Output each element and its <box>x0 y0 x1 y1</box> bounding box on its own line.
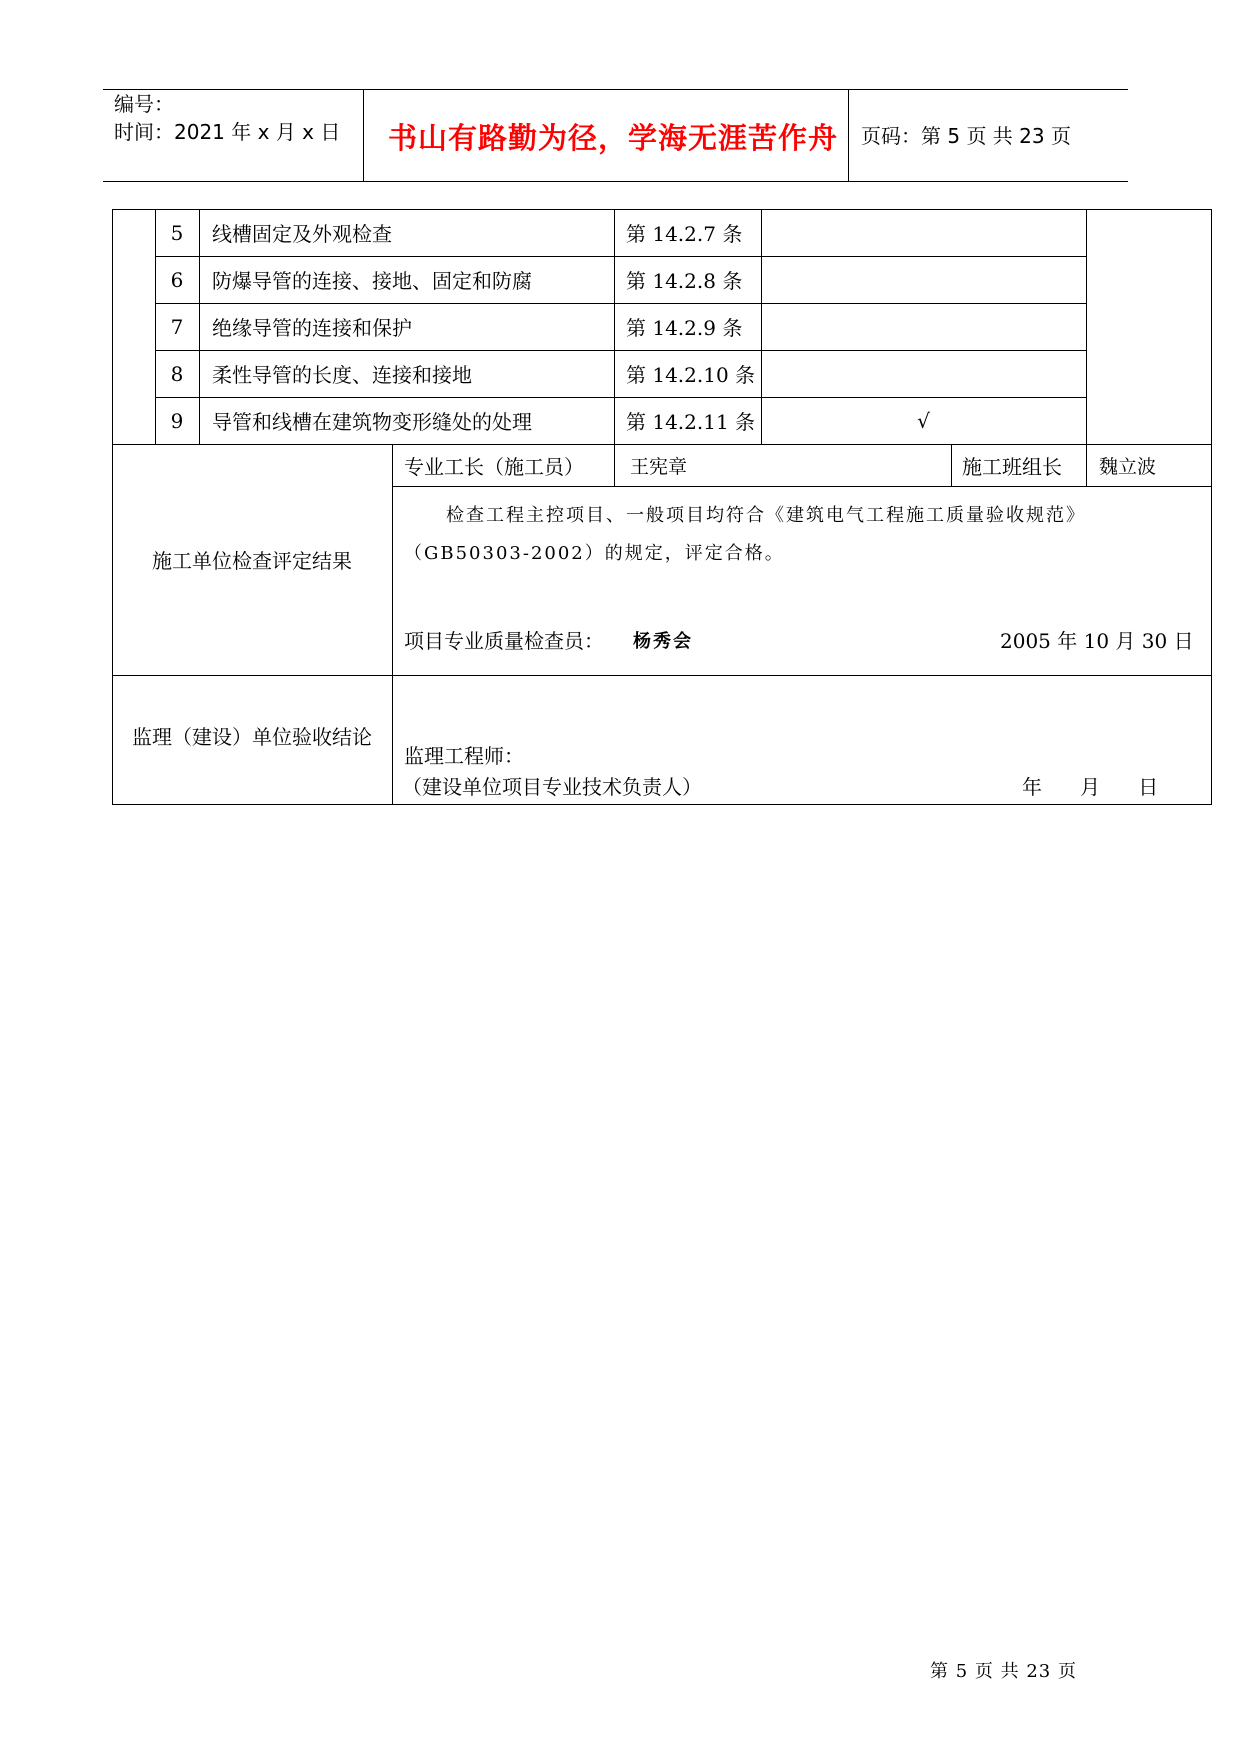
item-name: 绝缘导管的连接和保护 <box>212 316 412 340</box>
page-info: 页码：第 5 页 共 23 页 <box>861 124 1071 148</box>
table-bottom-border <box>112 804 1212 805</box>
item-name: 柔性导管的长度、连接和接地 <box>212 363 472 387</box>
item-mark: √ <box>917 408 930 433</box>
item-number: 7 <box>170 314 184 339</box>
section-label-divider <box>392 444 393 804</box>
footer-page-number: 第 5 页 共 23 页 <box>930 1661 1077 1682</box>
team-leader-name: 魏立波 <box>1099 455 1157 478</box>
quality-inspector-label: 项目专业质量检查员： <box>404 629 604 653</box>
foreman-row-sep <box>392 486 1212 487</box>
table-right-border <box>1211 209 1212 804</box>
col-divider-2 <box>199 209 200 444</box>
supervision-conclusion-label: 监理（建设）单位验收结论 <box>132 725 372 749</box>
item-mark <box>761 350 1086 397</box>
item-clause: 第 14.2.10 条 <box>626 363 756 387</box>
conclusion-line-1: 检查工程主控项目、一般项目均符合《建筑电气工程施工质量验收规范》 <box>446 505 1086 526</box>
header-bottom-rule <box>103 181 1128 182</box>
item-mark <box>761 209 1086 256</box>
conclusion-line-2: （GB50303-2002）的规定，评定合格。 <box>404 543 785 564</box>
item-mark <box>761 303 1086 350</box>
team-leader-label: 施工班组长 <box>962 454 1062 479</box>
header-divider-left <box>363 89 364 181</box>
foreman-divider-1 <box>614 444 615 486</box>
item-number: 8 <box>170 361 184 386</box>
item-clause: 第 14.2.11 条 <box>626 410 756 434</box>
item-number: 5 <box>170 220 184 245</box>
header-top-rule <box>103 89 1128 90</box>
item-clause: 第 14.2.8 条 <box>626 269 743 293</box>
foreman-label: 专业工长（施工员） <box>404 454 584 479</box>
item-number: 9 <box>170 408 184 433</box>
foreman-divider-2 <box>951 444 952 486</box>
inspection-date: 2005 年 10 月 30 日 <box>1000 629 1194 653</box>
item-name: 导管和线槽在建筑物变形缝处的处理 <box>212 410 532 434</box>
owner-representative-label: （建设单位项目专业技术负责人） <box>402 775 702 799</box>
item-mark <box>761 256 1086 303</box>
foreman-name: 王宪章 <box>630 455 688 478</box>
col-divider-5 <box>1086 209 1087 444</box>
item-clause: 第 14.2.7 条 <box>626 222 743 246</box>
item-clause: 第 14.2.9 条 <box>626 316 743 340</box>
motto-text: 书山有路勤为径，学海无涯苦作舟 <box>388 121 839 155</box>
item-name: 防爆导管的连接、接地、固定和防腐 <box>212 269 532 293</box>
item-number: 6 <box>170 267 184 292</box>
foreman-divider-3 <box>1086 444 1087 486</box>
acceptance-date-placeholder: 年 月 日 <box>1022 775 1159 799</box>
quality-inspector-name: 杨秀会 <box>633 631 693 652</box>
time-label: 时间：2021 年 x 月 x 日 <box>114 120 341 144</box>
header-divider-right <box>848 89 849 181</box>
construction-result-label: 施工单位检查评定结果 <box>152 549 352 573</box>
item-name: 线槽固定及外观检查 <box>212 222 392 246</box>
supervising-engineer-label: 监理工程师： <box>404 744 524 768</box>
col-divider-3 <box>614 209 615 444</box>
serial-number-label: 编号： <box>114 92 174 116</box>
